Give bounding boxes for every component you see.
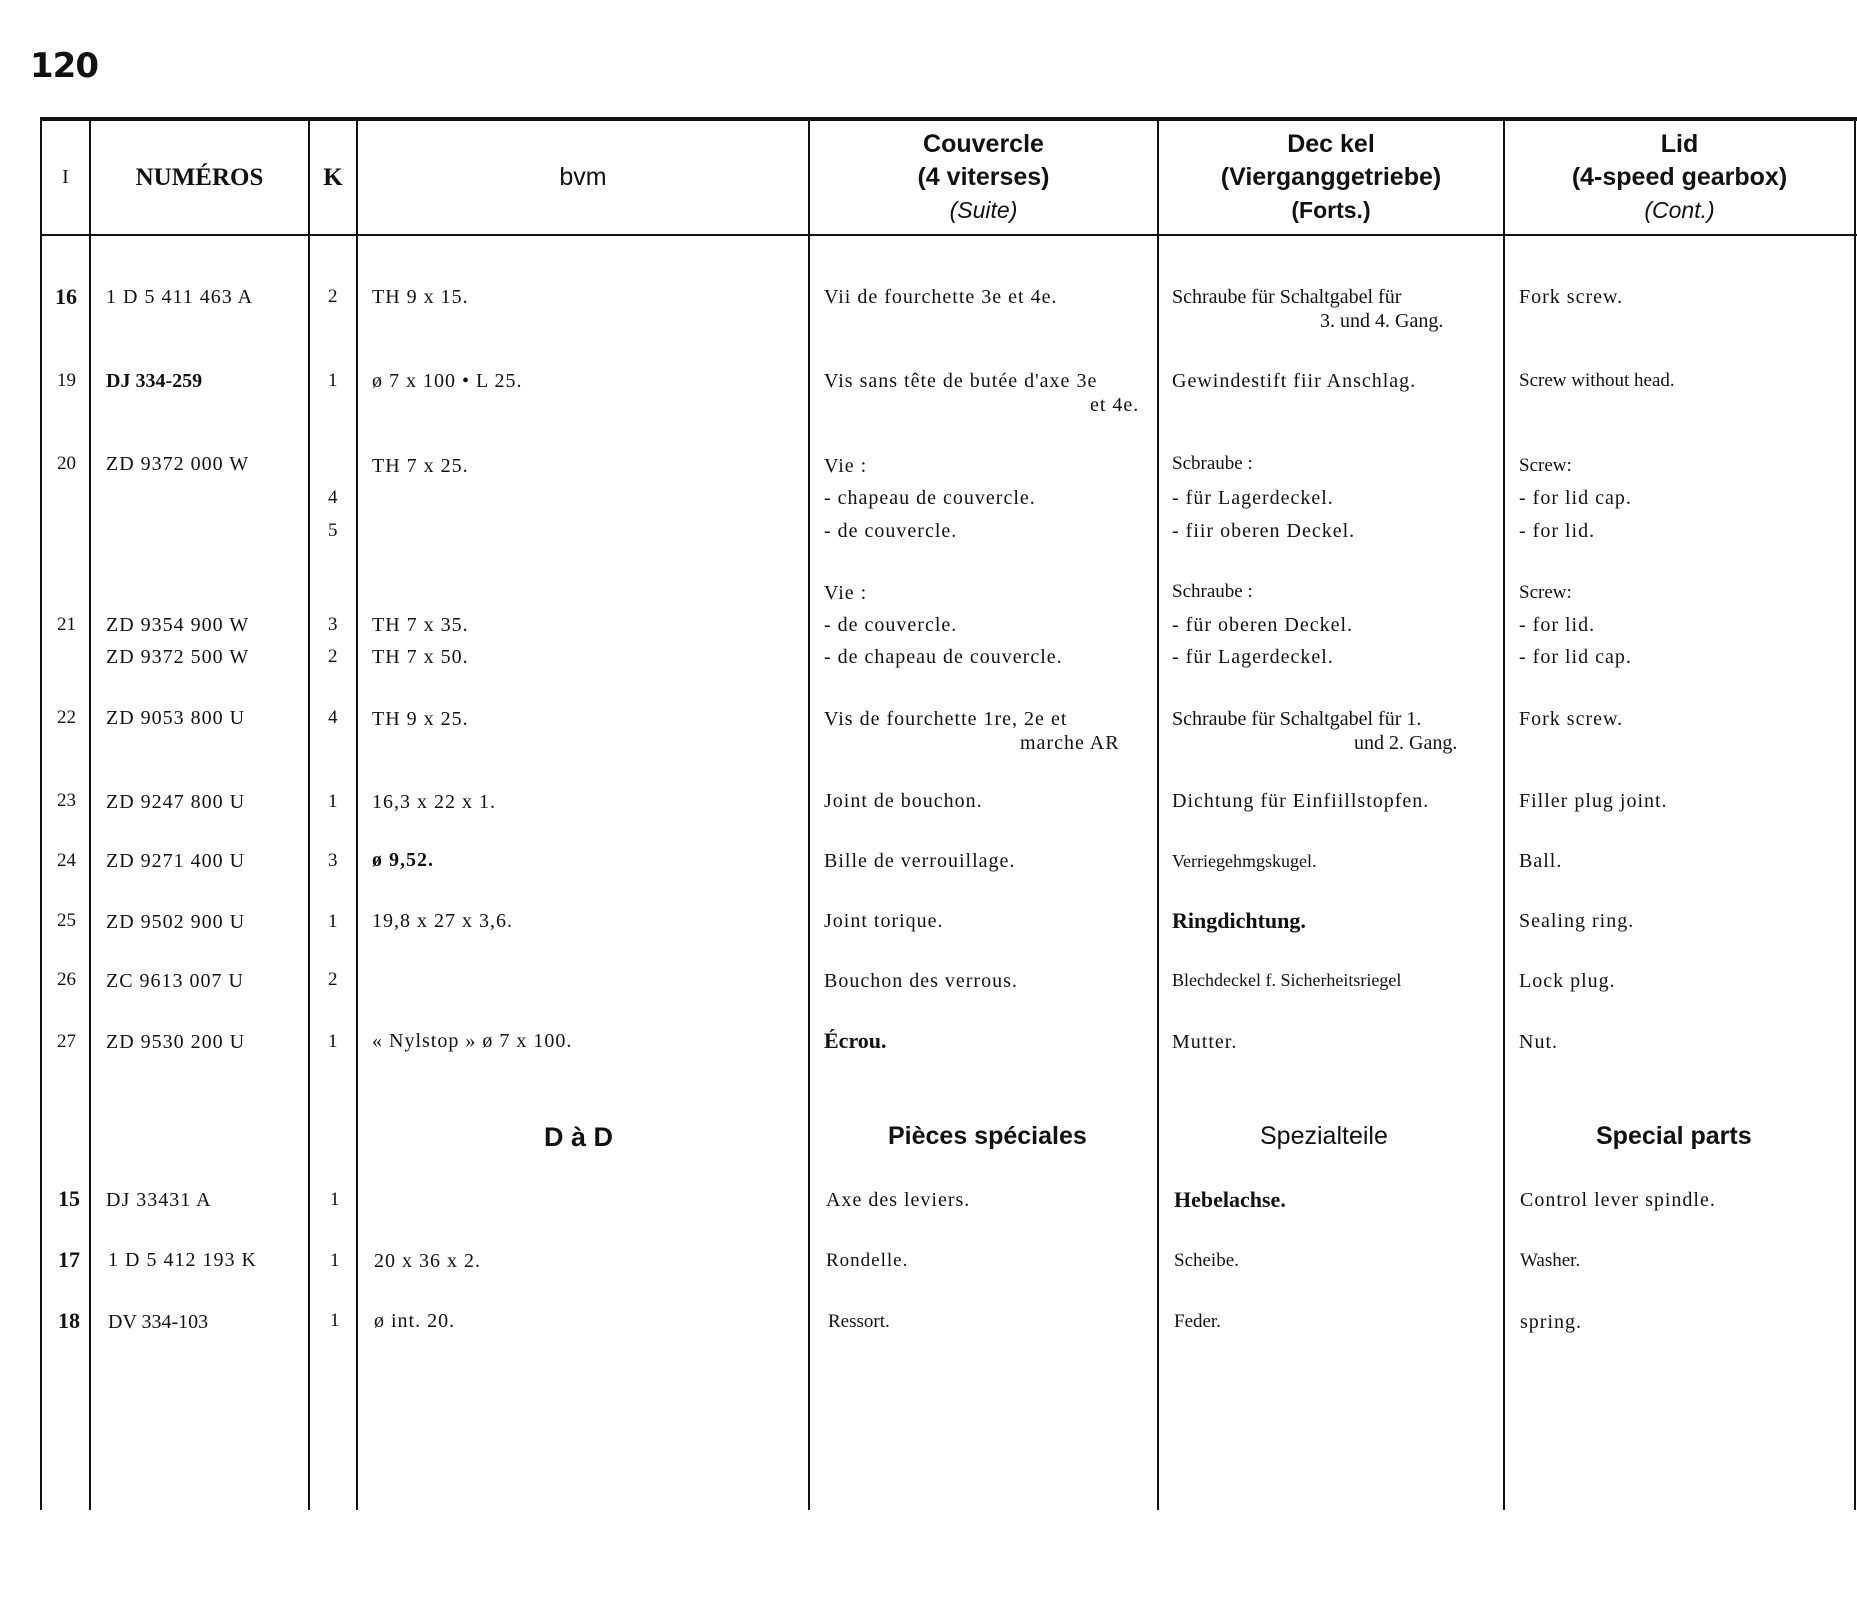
english-desc: Screw without head. — [1519, 370, 1675, 391]
french-desc-cont: et 4e. — [1090, 394, 1140, 416]
header-french — [810, 120, 1157, 234]
german-desc: Verriegehmgskugel. — [1172, 851, 1317, 871]
english-desc: Screw: — [1519, 455, 1572, 476]
column-rule — [356, 118, 358, 1510]
column-rule — [1854, 118, 1856, 1510]
row-index: 22 — [57, 707, 76, 728]
column-rule — [308, 118, 310, 1510]
part-number: ZD 9053 800 U — [106, 707, 246, 729]
quantity: 1 — [328, 791, 338, 812]
quantity: 4 — [328, 487, 338, 508]
header-german — [1159, 120, 1503, 234]
bvm-spec: TH 7 x 50. — [372, 646, 469, 668]
header-english-title: Lid — [1660, 129, 1699, 158]
bvm-spec: ø 7 x 100 • L 25. — [372, 370, 523, 392]
row-index: 16 — [55, 284, 77, 309]
quantity: 1 — [330, 1250, 340, 1271]
french-desc: Écrou. — [824, 1028, 887, 1053]
bvm-spec: 16,3 x 22 x 1. — [372, 791, 496, 813]
quantity: 1 — [330, 1189, 340, 1210]
row-index: 27 — [57, 1031, 76, 1052]
section-german: Spezialteile — [1260, 1122, 1388, 1150]
header-bottom-rule — [40, 234, 1857, 236]
german-desc: Dichtung für Einfiillstopfen. — [1172, 790, 1430, 812]
bvm-spec: ø int. 20. — [374, 1310, 456, 1332]
german-desc: Schraube für Schaltgabel für — [1172, 286, 1402, 308]
english-desc: - for lid. — [1519, 614, 1596, 636]
french-desc: Bouchon des verrous. — [824, 970, 1018, 992]
header-french-line3: (Suite) — [949, 196, 1018, 223]
bvm-spec: 19,8 x 27 x 3,6. — [372, 910, 513, 932]
quantity: 1 — [330, 1310, 340, 1331]
row-index: 23 — [57, 790, 76, 811]
bvm-spec: TH 9 x 25. — [372, 708, 469, 730]
bvm-spec: TH 7 x 35. — [372, 614, 469, 636]
header-german-line3: (Forts.) — [1291, 196, 1371, 223]
part-number: ZD 9502 900 U — [106, 911, 246, 933]
german-desc: Schraube für Schaltgabel für 1. — [1172, 708, 1422, 730]
french-desc: Vie : — [824, 582, 868, 604]
row-index: 25 — [57, 910, 76, 931]
part-number: ZC 9613 007 U — [106, 970, 244, 992]
quantity: 2 — [328, 286, 338, 307]
german-desc: - für Lagerdeckel. — [1172, 487, 1334, 509]
bvm-spec: TH 7 x 25. — [372, 455, 469, 477]
quantity: 1 — [328, 911, 338, 932]
row-index: 18 — [58, 1308, 80, 1333]
header-french-title: Couvercle — [923, 129, 1044, 158]
column-rule — [808, 118, 810, 1510]
header-english — [1505, 120, 1854, 234]
header-k: K — [323, 163, 343, 191]
quantity: 3 — [328, 850, 338, 871]
row-index: 21 — [57, 614, 76, 635]
header-french-line2: (4 viterses) — [917, 162, 1050, 191]
german-desc: Mutter. — [1172, 1031, 1238, 1053]
part-number: ZD 9247 800 U — [106, 791, 246, 813]
header-numeros: NUMÉROS — [135, 163, 264, 191]
part-number: ZD 9354 900 W — [106, 614, 250, 636]
part-number: DJ 334-259 — [106, 370, 203, 392]
bvm-spec: 20 x 36 x 2. — [374, 1250, 481, 1272]
english-desc: Lock plug. — [1519, 970, 1616, 992]
header-german-line2: (Vierganggetriebe) — [1220, 162, 1442, 191]
english-desc: Sealing ring. — [1519, 910, 1635, 932]
french-desc: Vis sans tête de butée d'axe 3e — [824, 370, 1098, 392]
french-desc: Bille de verrouillage. — [824, 850, 1016, 872]
german-desc-cont: 3. und 4. Gang. — [1320, 310, 1444, 332]
quantity: 2 — [328, 646, 338, 667]
section-french: Pièces spéciales — [888, 1122, 1087, 1150]
french-desc: Joint torique. — [824, 910, 944, 932]
column-rule — [1157, 118, 1159, 1510]
french-desc: Axe des leviers. — [826, 1189, 971, 1211]
english-desc: - for lid cap. — [1519, 646, 1632, 668]
header-english-line3: (Cont.) — [1644, 196, 1715, 223]
header-bvm: bvm — [559, 162, 607, 191]
german-desc-cont: und 2. Gang. — [1354, 732, 1458, 754]
part-number: DJ 33431 A — [106, 1189, 212, 1211]
quantity: 4 — [328, 707, 338, 728]
english-desc: spring. — [1520, 1311, 1582, 1333]
french-desc: Vie : — [824, 455, 868, 477]
header-english-line2: (4-speed gearbox) — [1571, 162, 1788, 191]
english-desc: - for lid. — [1519, 520, 1596, 542]
german-desc: Feder. — [1174, 1311, 1221, 1332]
german-desc: Scheibe. — [1174, 1250, 1239, 1271]
french-desc: Vii de fourchette 3e et 4e. — [824, 286, 1058, 308]
part-number: ZD 9530 200 U — [106, 1031, 246, 1053]
column-rule — [40, 118, 42, 1510]
french-desc: Vis de fourchette 1re, 2e et — [824, 708, 1068, 730]
german-desc: Gewindestift fiir Anschlag. — [1172, 370, 1417, 392]
german-desc: - fiir oberen Deckel. — [1172, 520, 1356, 542]
english-desc: Nut. — [1519, 1031, 1558, 1053]
english-desc: Control lever spindle. — [1520, 1189, 1716, 1211]
german-desc: - für Lagerdeckel. — [1172, 646, 1334, 668]
german-desc: Blechdeckel f. Sicherheitsriegel — [1172, 970, 1402, 990]
french-desc: - de couvercle. — [824, 520, 958, 542]
page-number: 120 — [30, 46, 98, 86]
english-desc: Screw: — [1519, 582, 1572, 603]
section-english: Special parts — [1596, 1122, 1752, 1150]
part-number: ZD 9372 000 W — [106, 453, 250, 475]
german-desc: Schraube : — [1172, 581, 1253, 602]
column-rule — [1503, 118, 1505, 1510]
english-desc: Fork screw. — [1519, 708, 1624, 730]
french-desc: - de couvercle. — [824, 614, 958, 636]
row-index: 26 — [57, 969, 76, 990]
french-desc: - de chapeau de couvercle. — [824, 646, 1063, 668]
row-index: 20 — [57, 453, 76, 474]
part-number: 1 D 5 412 193 K — [108, 1249, 257, 1271]
row-index: 19 — [57, 370, 76, 391]
part-number: ZD 9372 500 W — [106, 646, 250, 668]
french-desc: Rondelle. — [826, 1250, 909, 1271]
english-desc: - for lid cap. — [1519, 487, 1632, 509]
quantity: 2 — [328, 969, 338, 990]
row-index: 24 — [57, 850, 76, 871]
quantity: 1 — [328, 1031, 338, 1052]
german-desc: Scbraube : — [1172, 453, 1253, 474]
french-desc-cont: marche AR — [1020, 732, 1120, 754]
english-desc: Filler plug joint. — [1519, 790, 1668, 812]
german-desc: Hebelachse. — [1174, 1187, 1286, 1212]
german-desc: Ringdichtung. — [1172, 908, 1306, 933]
english-desc: Fork screw. — [1519, 286, 1624, 308]
bvm-spec: TH 9 x 15. — [372, 286, 469, 308]
section-bvm: D à D — [544, 1122, 614, 1152]
french-desc: - chapeau de couvercle. — [824, 487, 1036, 509]
quantity: 3 — [328, 614, 338, 635]
english-desc: Ball. — [1519, 850, 1563, 872]
french-desc: Joint de bouchon. — [824, 790, 983, 812]
row-index: 15 — [58, 1186, 80, 1211]
english-desc: Washer. — [1520, 1250, 1581, 1271]
quantity: 5 — [328, 520, 338, 541]
bvm-spec: « Nylstop » ø 7 x 100. — [372, 1030, 573, 1052]
german-desc: - für oberen Deckel. — [1172, 614, 1354, 636]
header-german-title: Dec kel — [1287, 129, 1375, 158]
quantity: 1 — [328, 370, 338, 391]
part-number: 1 D 5 411 463 A — [106, 286, 254, 308]
bvm-spec: ø 9,52. — [372, 849, 434, 871]
part-number: ZD 9271 400 U — [106, 850, 246, 872]
column-rule — [89, 118, 91, 1510]
part-number: DV 334-103 — [108, 1311, 209, 1333]
french-desc: Ressort. — [828, 1311, 890, 1332]
header-index: I — [62, 165, 69, 188]
row-index: 17 — [58, 1247, 80, 1272]
